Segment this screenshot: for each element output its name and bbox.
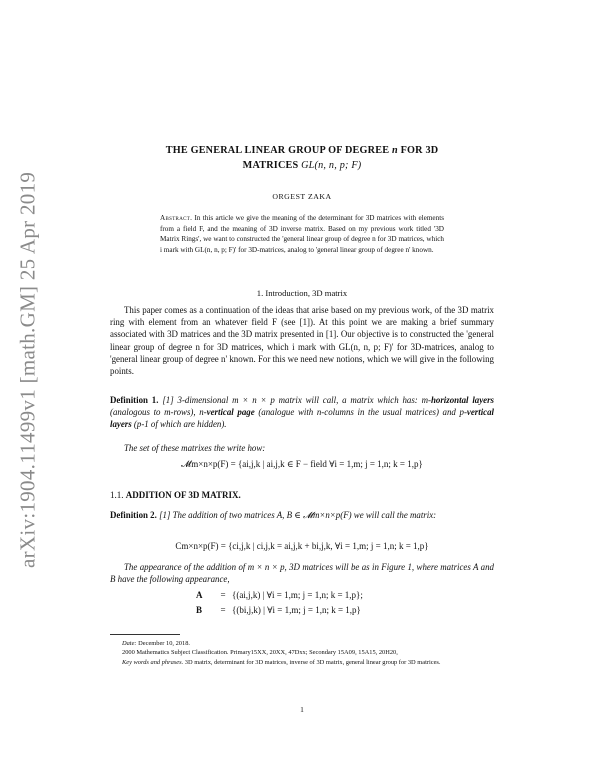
intro-paragraph: This paper comes as a continuation of the ideas that arise based on my previous work, of the 3D matrix ring with element from an whatever field F (see [1]). At this point we are making a brief summary associated with 3D matrices and the 3D matrix presented in [1]. Our objective is to constructed the 'general linear group of degree n for 3D matrices, which i mark with GL(n, n, p; F)' for 3D-matrices, analog to 'general linear group of degree n' known. For this we need new notions, which we will give in the following points. bbox=[110, 305, 494, 377]
equals-sign: = bbox=[220, 590, 226, 600]
footnote-msc-label: 2000 Mathematics Subject Classification. bbox=[122, 649, 229, 657]
footnote-date bbox=[110, 639, 494, 648]
author-name: ORGEST ZAKA bbox=[272, 192, 332, 201]
matrix-b-symbol: B bbox=[196, 605, 203, 615]
arxiv-identifier: arXiv:1904.11499v1 [math.GM] 25 Apr 2019 bbox=[15, 171, 40, 569]
matrix-a-symbol: A bbox=[196, 590, 203, 600]
definition-2-text: [1] The addition of two matrices A, B ∈ 𝓜m×n×p(F) we will call the matrix: bbox=[159, 510, 437, 520]
equation-matrix-set: 𝓜m×n×p(F) = {ai,j,k | ai,j,k ∈ F − field ∀i = 1,m; j = 1,n; k = 1,p} bbox=[181, 459, 423, 469]
def1-text-4: (p-1 of which are hidden). bbox=[133, 419, 227, 430]
equation-addition: Cm×n×p(F) = {ci,j,k | ci,j,k = ai,j,k + bi,j,k, ∀i = 1,m; j = 1,n; k = 1,p} bbox=[175, 541, 429, 551]
footnote-msc-value: Primary15XX, 20XX, 47Dxx; Secondary 15A09, 15A15, 20H20, bbox=[230, 649, 398, 657]
matrix-b-definition: {(bi,j,k) | ∀i = 1,m; j = 1,n; k = 1,p} bbox=[232, 605, 361, 615]
title-notation: GL(n, n, p; F) bbox=[301, 160, 362, 171]
subsection-heading bbox=[110, 490, 494, 500]
def1-text-3: (analogue with n-columns in the usual matrices) and p- bbox=[258, 407, 467, 418]
footnote-keywords-value: 3D matrix, determinant for 3D matrices, inverse of 3D matrix, general linear group for 3D matrices. bbox=[184, 658, 441, 666]
abstract-text: In this article we give the meaning of the determinant for 3D matrices with elements from a field F, and the meaning of 3D inverse matrix. Based on my previous work titled '3D Matrix Rings', we want to constructed the 'general linear group of degree n for 3D matrices, which i mark with GL(n, n, p; F)' for 3D-matrices, analog to 'general linear group of degree n' known. bbox=[160, 214, 445, 254]
title-degree-symbol: n bbox=[391, 145, 398, 156]
equals-sign: = bbox=[220, 605, 226, 615]
subsection-title: ADDITION OF 3D MATRIX. bbox=[125, 490, 241, 500]
matrix-a-definition: {(ai,j,k) | ∀i = 1,m; j = 1,n; k = 1,p}; bbox=[232, 590, 363, 600]
page-number: 1 bbox=[300, 705, 304, 714]
def1-bold-3: vertical layers bbox=[110, 407, 495, 430]
footnote-date-value: December 10, 2018. bbox=[138, 640, 190, 647]
title-line-2: MATRICES bbox=[242, 160, 299, 171]
paper-title bbox=[110, 143, 494, 173]
def1-bold-1: horizontal layers bbox=[430, 395, 495, 405]
equation-a-row bbox=[196, 588, 496, 603]
def1-text-2: (analogous to m-rows), n- bbox=[110, 407, 207, 418]
footnotes bbox=[110, 639, 494, 667]
footnote-rule bbox=[110, 634, 180, 635]
abstract-label: Abstract. bbox=[160, 214, 193, 222]
equation-matrices-a-b bbox=[196, 588, 496, 618]
title-for: FOR 3D bbox=[400, 145, 439, 156]
definition-2-label: Definition 2. bbox=[110, 510, 157, 520]
section-heading: 1. Introduction, 3D matrix bbox=[256, 288, 348, 298]
footnote-msc bbox=[110, 648, 494, 657]
paper-page bbox=[110, 0, 494, 776]
definition-1-label: Definition 1. bbox=[110, 395, 159, 405]
equation-b-row bbox=[196, 603, 496, 618]
def1-text-1: [1] 3-dimensional m × n × p matrix will call, a matrix which has: m- bbox=[162, 395, 431, 405]
def1-bold-2: vertical page bbox=[206, 407, 255, 418]
abstract bbox=[160, 213, 444, 255]
subsection-number: 1.1. bbox=[110, 490, 124, 500]
definition-1 bbox=[110, 394, 494, 431]
definition-2 bbox=[110, 509, 494, 521]
footnote-keywords bbox=[110, 658, 494, 667]
title-line-1: THE GENERAL LINEAR GROUP OF DEGREE bbox=[165, 145, 390, 156]
footnote-keywords-label: Key words and phrases. bbox=[122, 658, 184, 666]
appearance-paragraph: The appearance of the addition of m × n × p, 3D matrices will be as in Figure 1, where matrices A and B have the following appearance, bbox=[110, 562, 494, 585]
footnote-date-label: Date: bbox=[122, 640, 137, 647]
set-sentence: The set of these matrixes the write how: bbox=[124, 443, 266, 453]
